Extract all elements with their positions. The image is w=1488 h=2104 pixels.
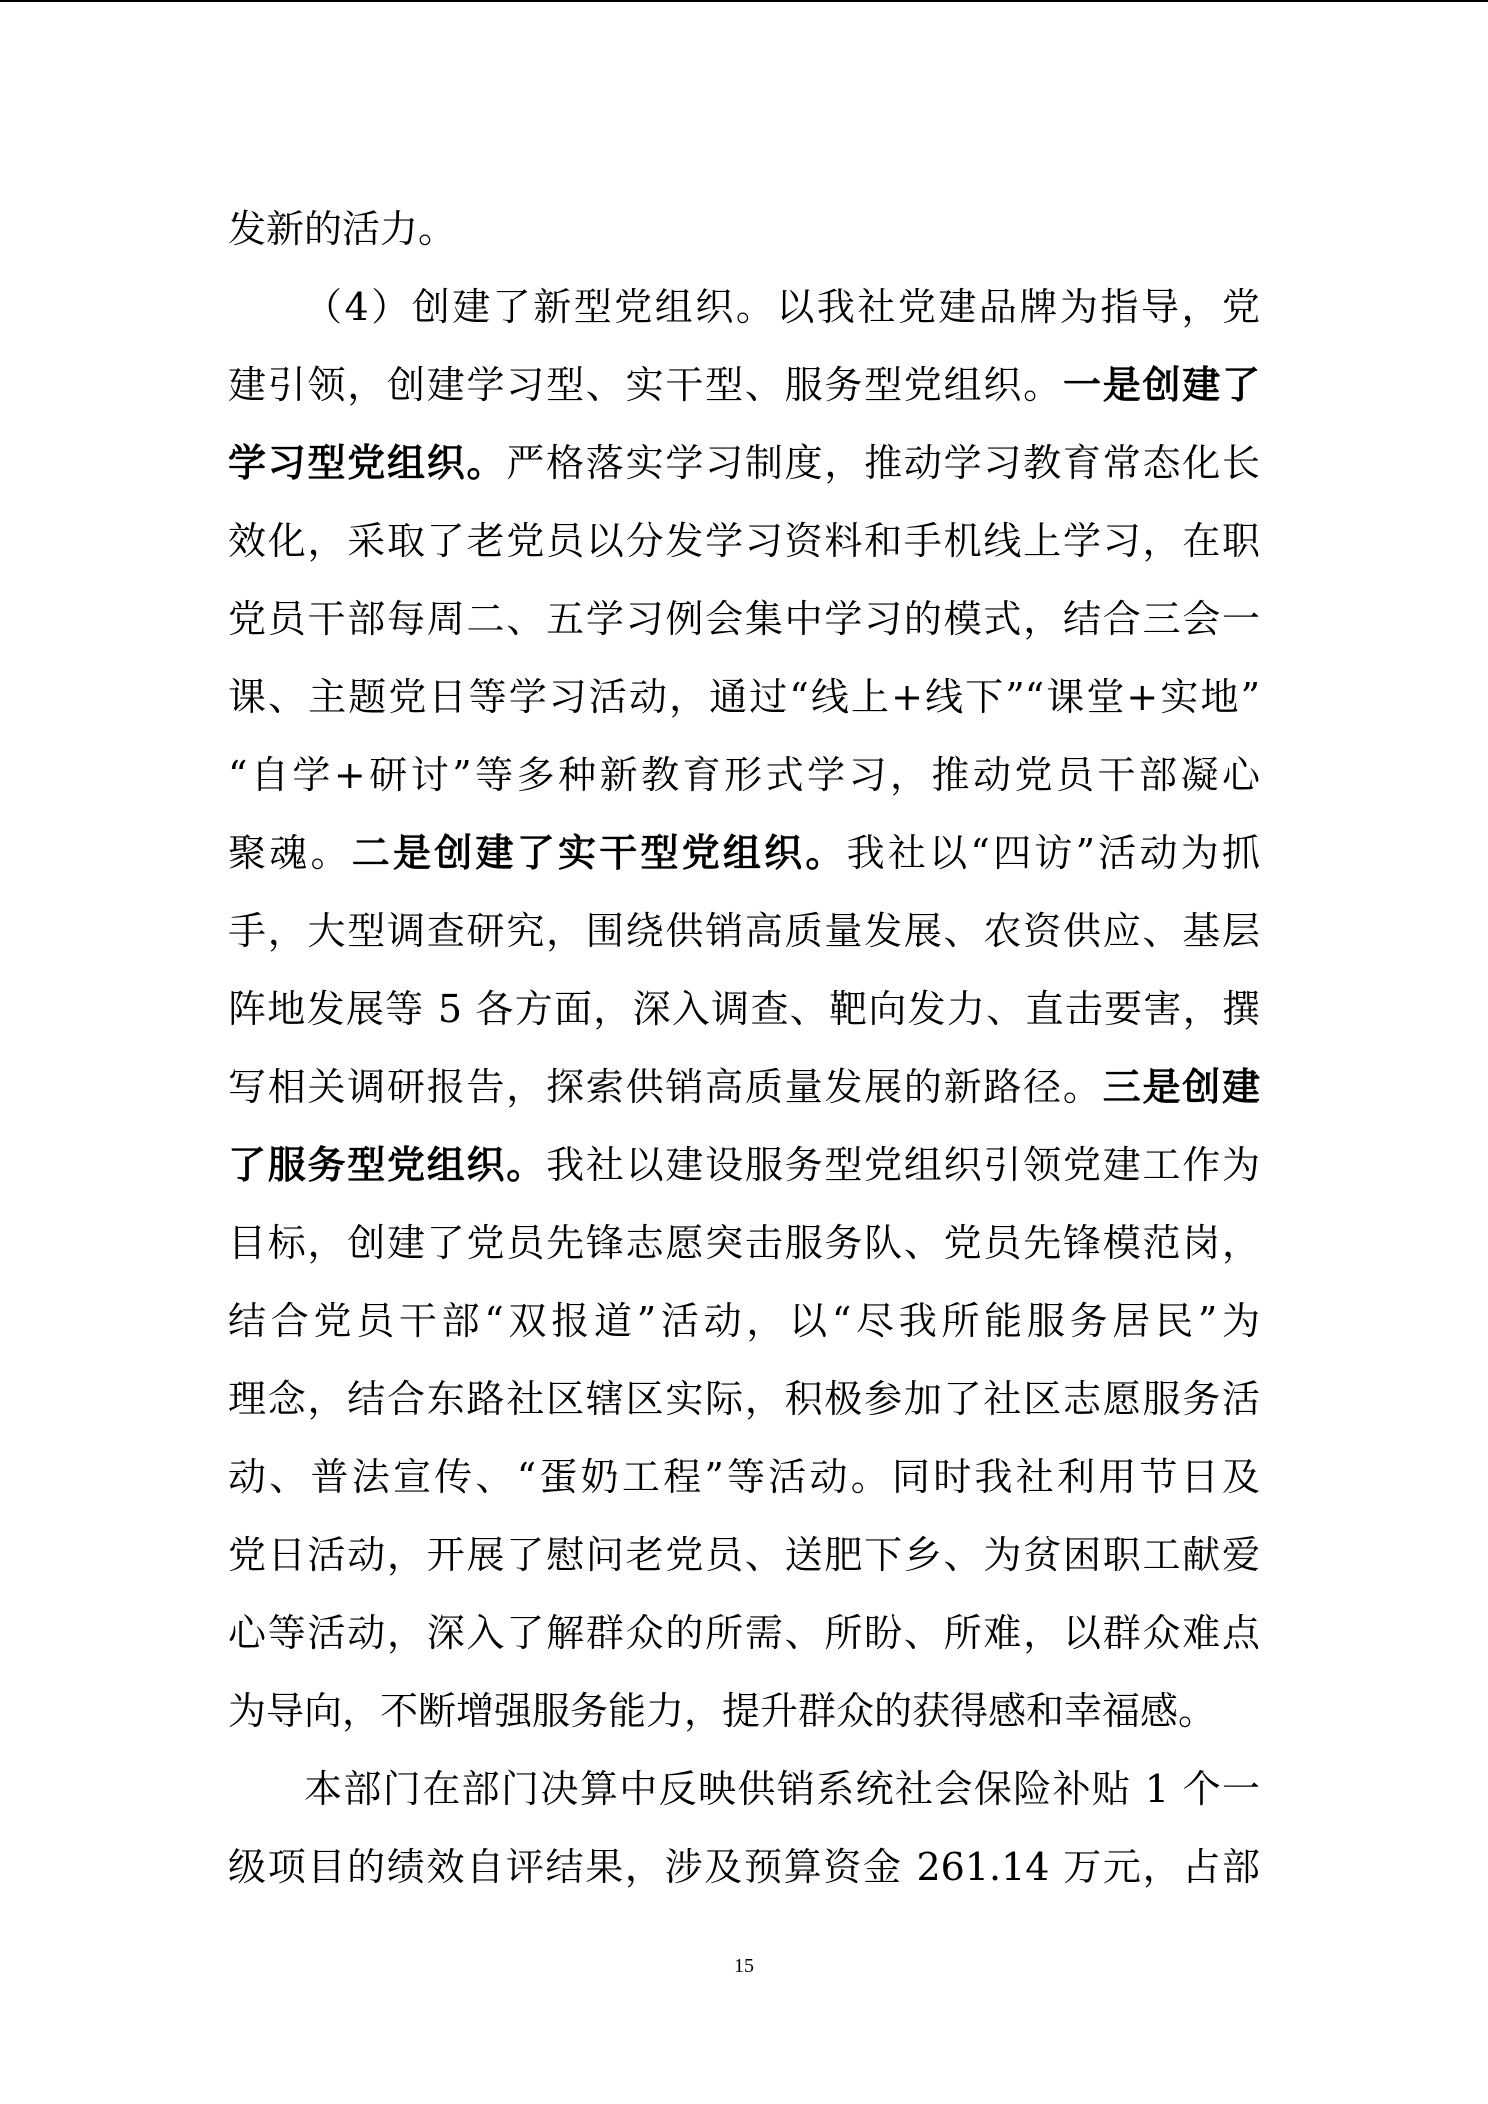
paragraph-text: 理念，结合东路社区辖区实际，积极参加了社区志愿服务活: [228, 1377, 1260, 1421]
text-line: [228, 1048, 1260, 1126]
paragraph-text: 手，大型调查研究，围绕供销高质量发展、农资供应、基层: [228, 909, 1260, 953]
paragraph-text: 党员干部每周二、五学习例会集中学习的模式，结合三会一: [228, 597, 1260, 641]
bold-heading-text: 二是创建了实干型党组织。: [351, 831, 847, 875]
bold-heading-text: 一是创建了: [1062, 363, 1260, 407]
text-line: [228, 1828, 1260, 1906]
paragraph-text: 为导向，不断增强服务能力，提升群众的获得感和幸福感。: [228, 1689, 1217, 1733]
text-line: [228, 190, 1260, 268]
paragraph-text: 效化，采取了老党员以分发学习资料和手机线上学习，在职: [228, 519, 1260, 563]
paragraph-text: 我社以“四访”活动为抓: [846, 831, 1260, 875]
paragraph-text: 阵地发展等 5 各方面，深入调查、靶向发力、直击要害，撰: [228, 987, 1260, 1031]
text-line: [228, 346, 1260, 424]
text-line: [228, 502, 1260, 580]
paragraph-text: 目标，创建了党员先锋志愿突击服务队、党员先锋模范岗，: [228, 1221, 1260, 1265]
paragraph-text: 动、普法宣传、“蛋奶工程”等活动。同时我社利用节日及: [228, 1455, 1260, 1499]
paragraph-text: 建引领，创建学习型、实干型、服务型党组织。: [228, 363, 1063, 407]
paragraph-text: 课、主题党日等学习活动，通过“线上+线下”“课堂+实地”: [228, 675, 1260, 719]
paragraph-text: 级项目的绩效自评结果，涉及预算资金 261.14 万元，占部: [228, 1845, 1260, 1889]
text-line: [228, 814, 1260, 892]
paragraph-text: 聚魂。: [228, 831, 352, 875]
text-line: [228, 268, 1260, 346]
text-line: [228, 658, 1260, 736]
paragraph-text: 本部门在部门决算中反映供销系统社会保险补贴 1 个一: [304, 1767, 1260, 1811]
paragraph-text: 心等活动，深入了解群众的所需、所盼、所难，以群众难点: [228, 1611, 1260, 1655]
page-top-border: [0, 0, 1488, 2]
document-body: [228, 190, 1260, 1906]
text-line: [228, 1282, 1260, 1360]
paragraph-text: 结合党员干部“双报道”活动，以“尽我所能服务居民”为: [228, 1299, 1260, 1343]
text-line: [228, 1126, 1260, 1204]
text-line: [228, 1438, 1260, 1516]
paragraph-text: 党日活动，开展了慰问老党员、送肥下乡、为贫困职工献爱: [228, 1533, 1260, 1577]
paragraph-text: 我社以建设服务型党组织引领党建工作为: [546, 1143, 1260, 1187]
text-line: [228, 1594, 1260, 1672]
text-line: [228, 1672, 1260, 1750]
text-line: [228, 1360, 1260, 1438]
bold-heading-text: 三是创建: [1102, 1065, 1260, 1109]
page-number: 15: [734, 1955, 754, 1977]
paragraph-text: 严格落实学习制度，推动学习教育常态化长: [506, 441, 1260, 485]
paragraph-text: 发新的活力。: [228, 207, 457, 251]
paragraph-text: 写相关调研报告，探索供销高质量发展的新路径。: [228, 1065, 1103, 1109]
paragraph-text: “自学+研讨”等多种新教育形式学习，推动党员干部凝心: [228, 753, 1260, 797]
text-line: [228, 580, 1260, 658]
text-line: [228, 1516, 1260, 1594]
text-line: [228, 1750, 1260, 1828]
text-line: [228, 1204, 1260, 1282]
bold-heading-text: 学习型党组织。: [228, 441, 507, 485]
text-line: [228, 424, 1260, 502]
text-line: [228, 892, 1260, 970]
text-line: [228, 970, 1260, 1048]
paragraph-text: （4）创建了新型党组织。以我社党建品牌为指导，党: [304, 285, 1260, 329]
bold-heading-text: 了服务型党组织。: [228, 1143, 547, 1187]
text-line: [228, 736, 1260, 814]
